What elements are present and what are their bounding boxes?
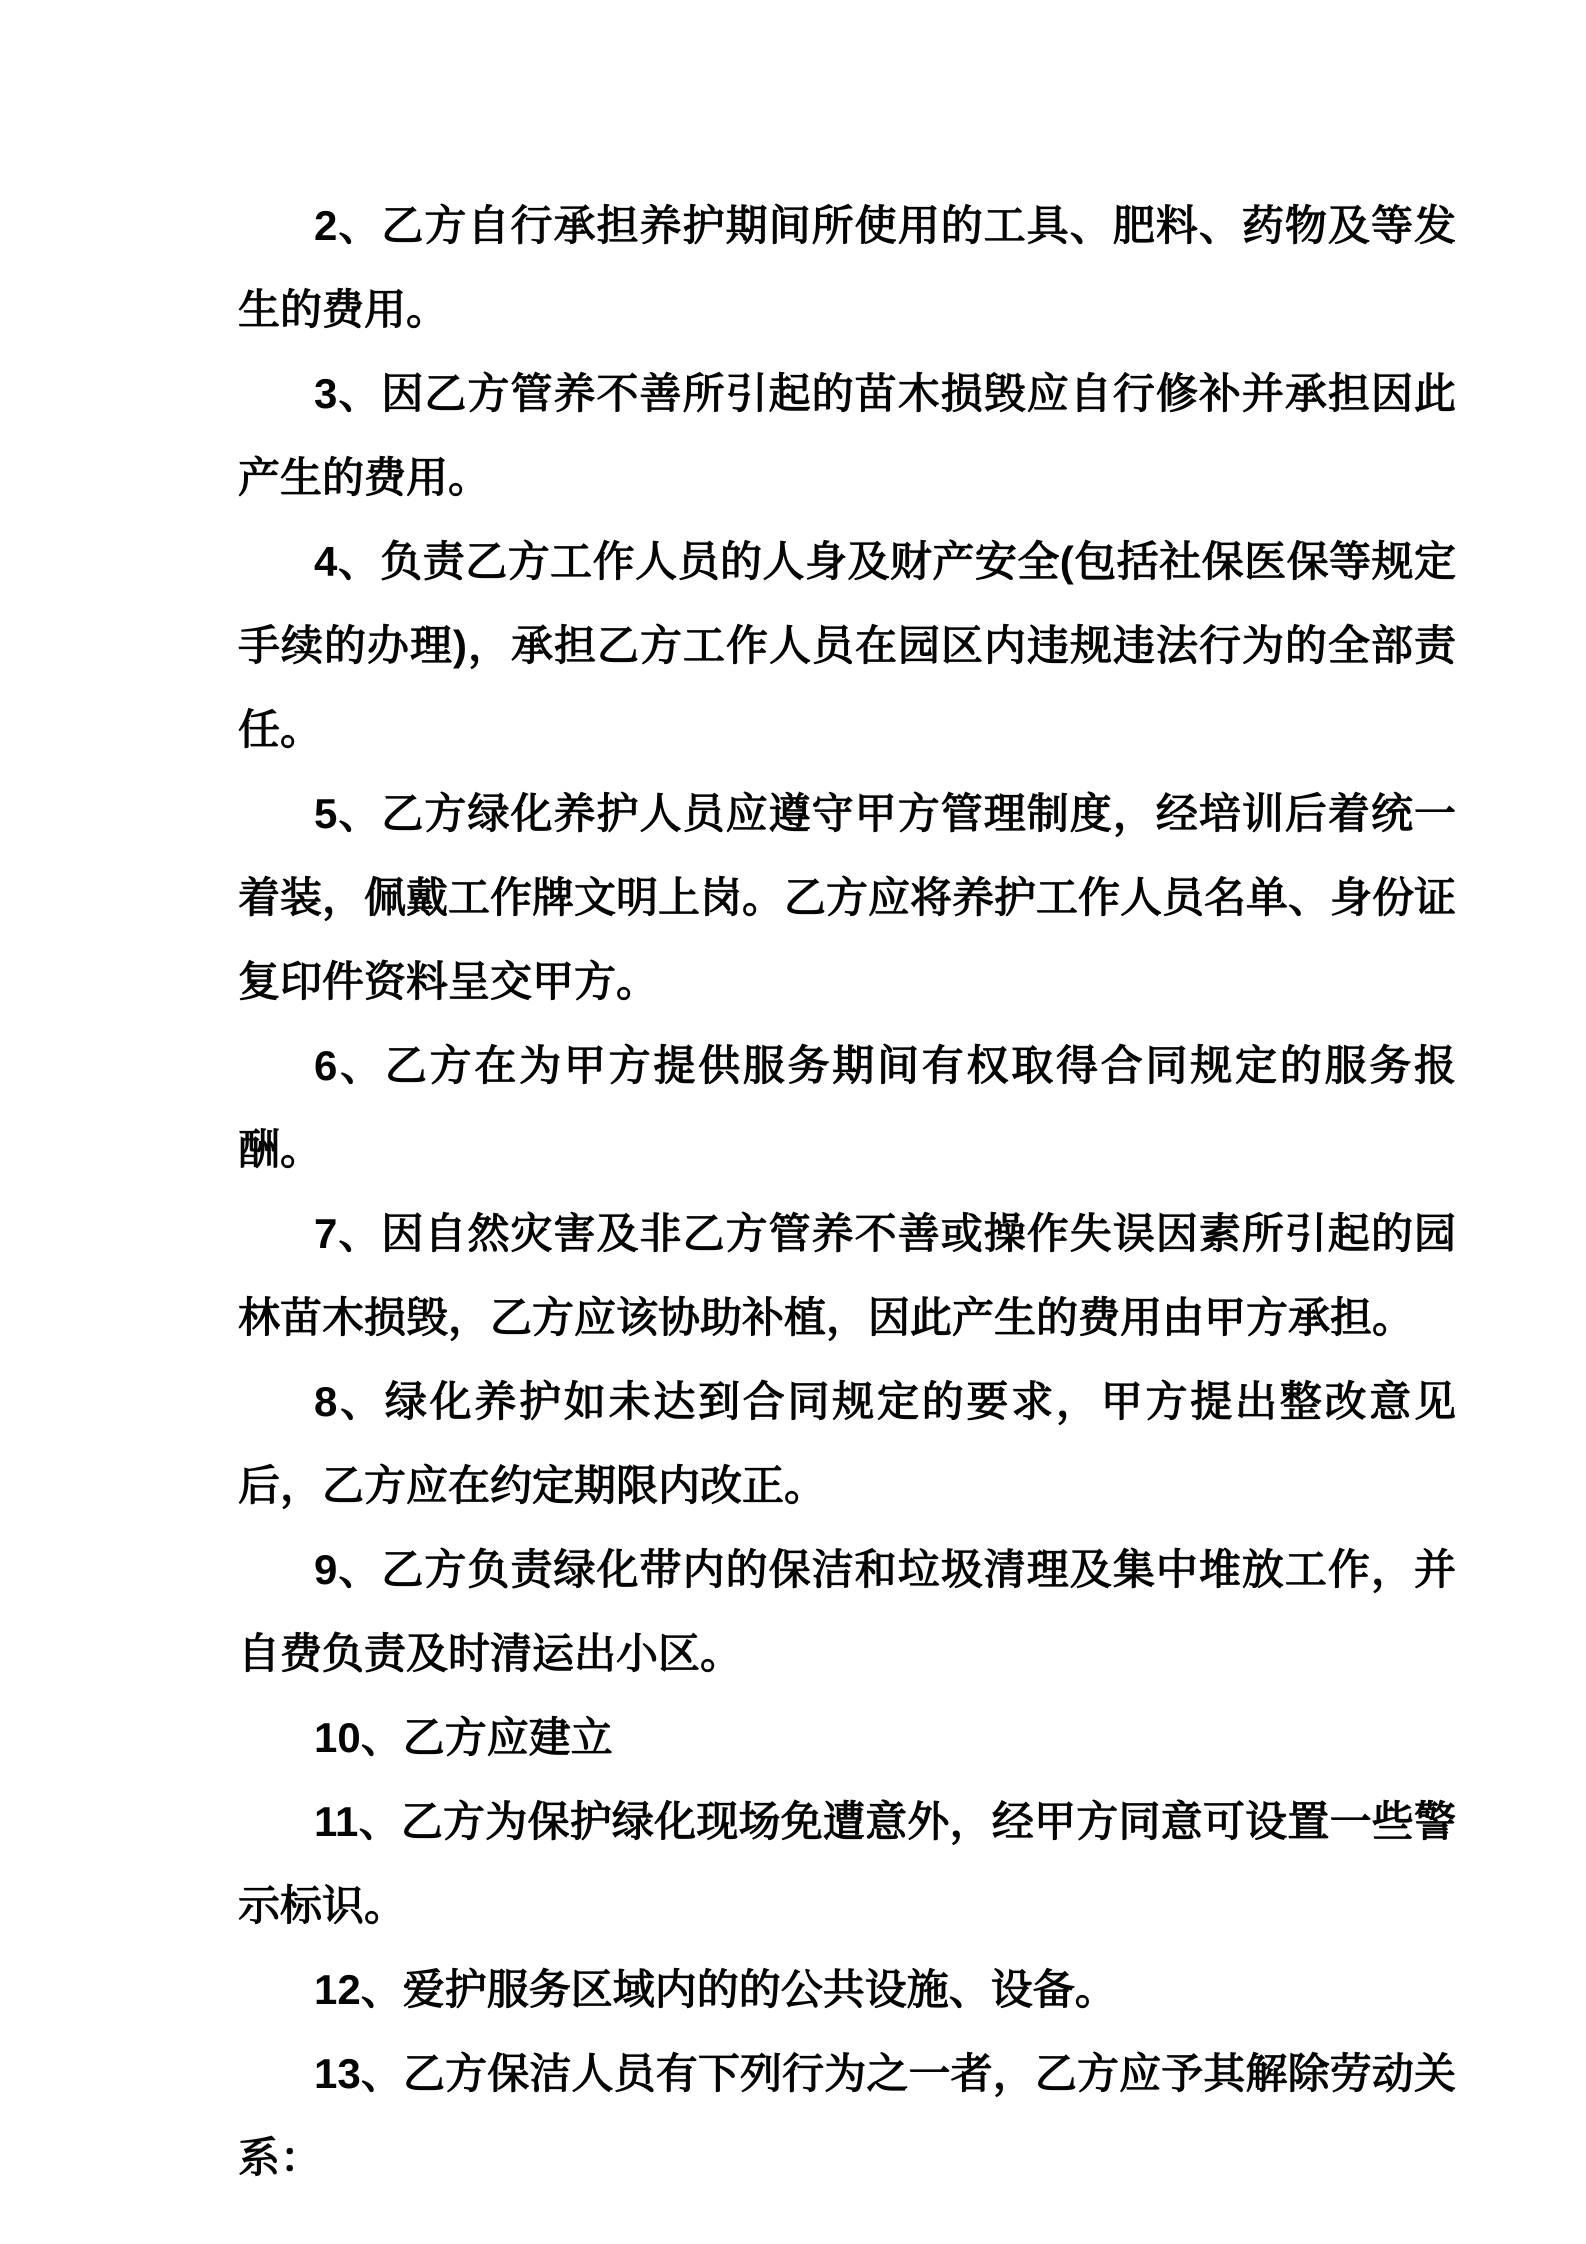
clause-7: 7、因自然灾害及非乙方管养不善或操作失误因素所引起的园林苗木损毁，乙方应该协助补植，因此产生的费用由甲方承担。 [238, 1210, 1456, 1341]
clause-3: 3、因乙方管养不善所引起的苗木损毁应自行修补并承担因此产生的费用。 [238, 370, 1456, 501]
clause-9: 9、乙方负责绿化带内的保洁和垃圾清理及集中堆放工作，并自费负责及时清运出小区。 [238, 1546, 1456, 1677]
clause-4: 4、负责乙方工作人员的人身及财产安全(包括社保医保等规定手续的办理)，承担乙方工作人员在园区内违规违法行为的全部责任。 [238, 538, 1456, 753]
clause-12: 12、爱护服务区域内的的公共设施、设备。 [314, 1966, 1117, 2013]
clause-6: 6、乙方在为甲方提供服务期间有权取得合同规定的服务报酬。 [238, 1042, 1456, 1173]
clause-11: 11、乙方为保护绿化现场免遭意外，经甲方同意可设置一些警示标识。 [238, 1798, 1456, 1929]
clause-13: 13、乙方保洁人员有下列行为之一者，乙方应予其解除劳动关系： [238, 2050, 1456, 2181]
clause-5: 5、乙方绿化养护人员应遵守甲方管理制度，经培训后着统一着装，佩戴工作牌文明上岗。乙方应将养护工作人员名单、身份证复印件资料呈交甲方。 [238, 790, 1457, 1005]
clause-8: 8、绿化养护如未达到合同规定的要求，甲方提出整改意见后，乙方应在约定期限内改正。 [238, 1378, 1456, 1509]
clause-10: 10、乙方应建立 [314, 1714, 613, 1761]
contract-clause-list [238, 184, 1456, 2200]
clause-2: 2、乙方自行承担养护期间所使用的工具、肥料、药物及等发生的费用。 [238, 202, 1456, 333]
